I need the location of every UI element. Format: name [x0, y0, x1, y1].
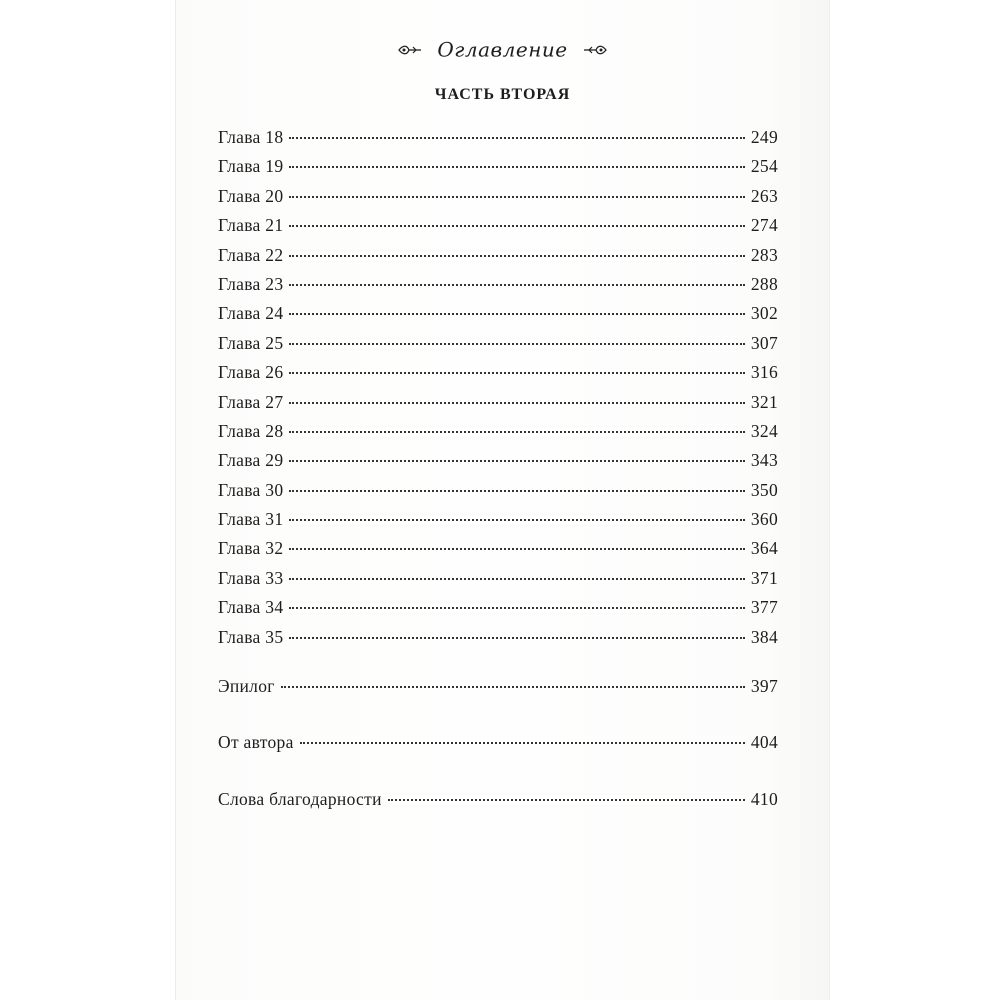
entry-page: 410: [750, 788, 778, 809]
entry-label: Глава 21: [218, 215, 284, 236]
entry-page: 316: [750, 362, 778, 383]
entry-page: 263: [750, 185, 778, 206]
toc-entry-epilogue[interactable]: [218, 676, 778, 705]
dot-leader: [289, 166, 744, 168]
entry-page: 321: [750, 391, 778, 412]
toc-entry-chapter[interactable]: [218, 333, 778, 362]
dot-leader: [289, 284, 744, 286]
entry-page: 283: [750, 244, 778, 265]
entry-page: 324: [750, 420, 778, 441]
entry-label: Слова благодарности: [218, 788, 382, 809]
toc-entry-chapter[interactable]: [218, 362, 778, 391]
entry-page: 274: [750, 215, 778, 236]
entry-label: Глава 28: [218, 420, 284, 441]
toc-entry-chapter[interactable]: [218, 450, 778, 479]
entry-label: Глава 32: [218, 538, 284, 559]
entry-page: 397: [750, 676, 778, 697]
entry-page: 288: [750, 273, 778, 294]
toc-entry-chapter[interactable]: [218, 509, 778, 538]
toc-entry-chapter[interactable]: [218, 215, 778, 244]
toc-entry-chapter[interactable]: [218, 538, 778, 567]
entry-page: 343: [750, 450, 778, 471]
toc-entry-chapter[interactable]: [218, 274, 778, 303]
toc-entry-chapter[interactable]: [218, 127, 778, 156]
dot-leader: [289, 637, 744, 639]
toc-entry-chapter[interactable]: [218, 156, 778, 185]
book-page: [175, 0, 830, 1000]
entry-label: Глава 20: [218, 185, 284, 206]
toc-entry-chapter[interactable]: [218, 186, 778, 215]
dot-leader: [289, 490, 744, 492]
entry-label: Глава 24: [218, 303, 284, 324]
entry-label: От автора: [218, 732, 294, 753]
toc-entry-chapter[interactable]: [218, 303, 778, 332]
dot-leader: [289, 196, 744, 198]
dot-leader: [289, 402, 744, 404]
dot-leader: [289, 548, 744, 550]
right-ornament-icon: [582, 43, 608, 57]
entry-label: Глава 27: [218, 391, 284, 412]
toc-entry-chapter[interactable]: [218, 568, 778, 597]
page-header: [175, 36, 830, 72]
dot-leader: [289, 137, 744, 139]
dot-leader: [289, 255, 744, 257]
table-of-contents: [218, 127, 778, 818]
dot-leader: [289, 372, 744, 374]
entry-label: Глава 23: [218, 273, 284, 294]
entry-label: Глава 30: [218, 479, 284, 500]
part-heading: ЧАСТЬ ВТОРАЯ: [434, 86, 571, 103]
dot-leader: [281, 686, 745, 688]
entry-label: Глава 33: [218, 567, 284, 588]
toc-title: Оглавление: [437, 37, 568, 62]
dot-leader: [289, 431, 744, 433]
entry-page: 302: [750, 303, 778, 324]
entry-label: Эпилог: [218, 676, 275, 697]
entry-page: 364: [750, 538, 778, 559]
entry-label: Глава 25: [218, 332, 284, 353]
entry-page: 360: [750, 509, 778, 530]
left-ornament-icon: [397, 43, 423, 57]
toc-entry-chapter[interactable]: [218, 392, 778, 421]
entry-page: 384: [750, 626, 778, 647]
entry-label: Глава 29: [218, 450, 284, 471]
entry-label: Глава 31: [218, 509, 284, 530]
dot-leader: [289, 607, 744, 609]
entry-label: Глава 35: [218, 626, 284, 647]
entry-page: 249: [750, 127, 778, 147]
entry-page: 371: [750, 567, 778, 588]
toc-entry-chapter[interactable]: [218, 597, 778, 626]
toc-entry-acknowledgements[interactable]: [218, 789, 778, 818]
toc-entry-chapter[interactable]: [218, 627, 778, 656]
entry-label: Глава 34: [218, 597, 284, 618]
dot-leader: [300, 742, 745, 744]
dot-leader: [289, 313, 744, 315]
dot-leader: [289, 578, 744, 580]
toc-entry-chapter[interactable]: [218, 421, 778, 450]
entry-label: Глава 19: [218, 156, 284, 177]
entry-label: Глава 26: [218, 362, 284, 383]
entry-page: 404: [750, 732, 778, 753]
entry-page: 307: [750, 332, 778, 353]
dot-leader: [388, 799, 745, 801]
entry-page: 254: [750, 156, 778, 177]
toc-entry-chapter[interactable]: [218, 480, 778, 509]
entry-page: 350: [750, 479, 778, 500]
dot-leader: [289, 225, 744, 227]
chapter-list: [218, 127, 778, 656]
entry-page: 377: [750, 597, 778, 618]
dot-leader: [289, 519, 744, 521]
entry-label: Глава 18: [218, 127, 284, 147]
dot-leader: [289, 343, 744, 345]
toc-entry-author-note[interactable]: [218, 732, 778, 761]
entry-label: Глава 22: [218, 244, 284, 265]
dot-leader: [289, 460, 744, 462]
toc-entry-chapter[interactable]: [218, 245, 778, 274]
